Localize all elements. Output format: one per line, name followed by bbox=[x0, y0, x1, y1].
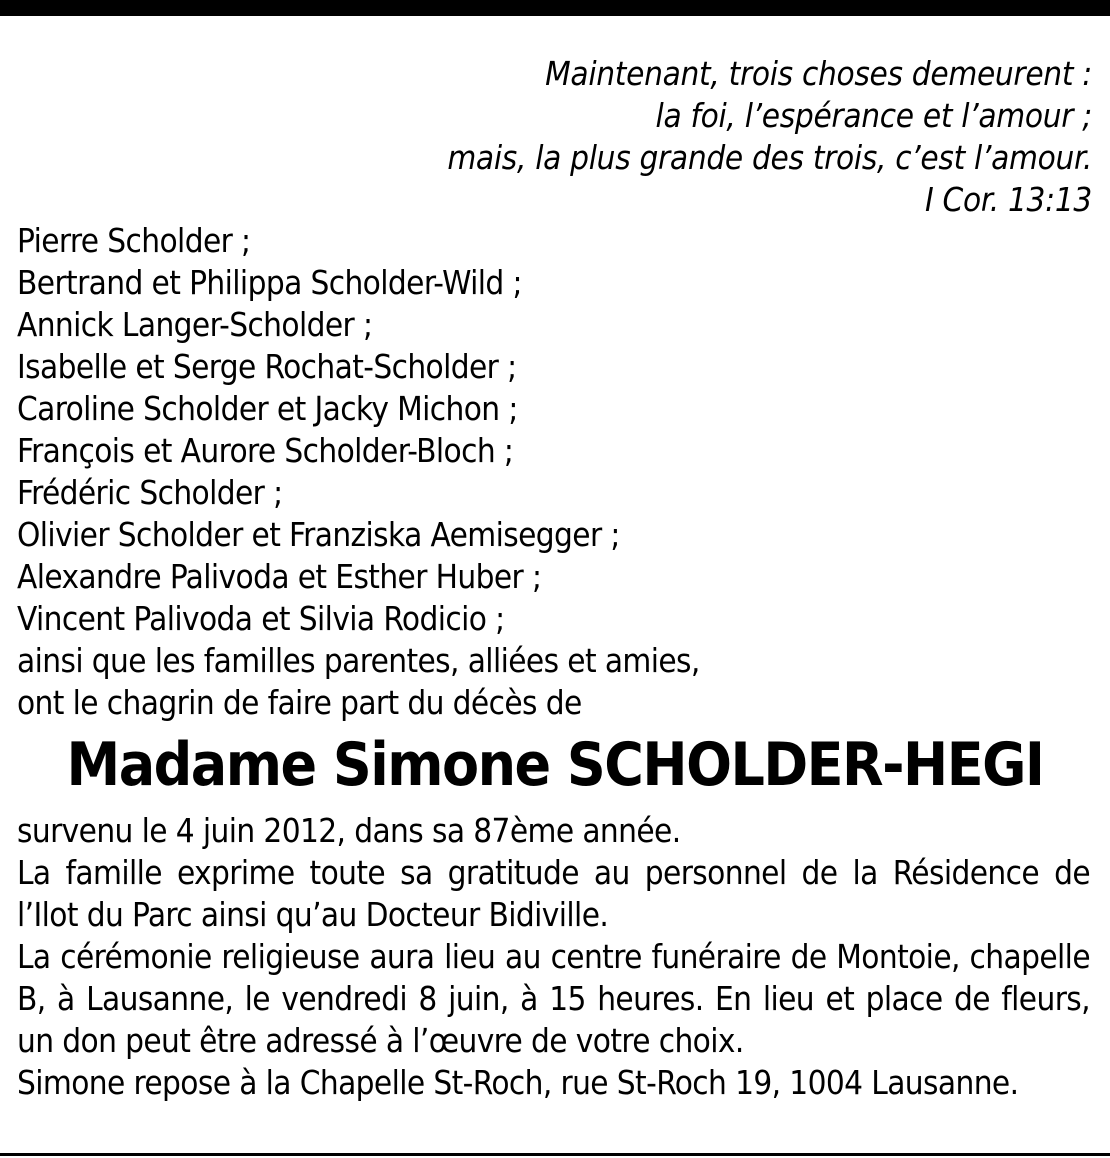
mourner-line: Caroline Scholder et Jacky Michon ; bbox=[17, 389, 518, 428]
epigraph-reference: I Cor. 13:13 bbox=[924, 180, 1092, 219]
top-rule bbox=[0, 0, 1110, 16]
bible-verse-epigraph bbox=[447, 53, 1092, 221]
death-date-line: survenu le 4 juin 2012, dans sa 87ème année. bbox=[17, 811, 681, 850]
mourner-line: Bertrand et Philippa Scholder-Wild ; bbox=[17, 263, 522, 302]
mourners-list bbox=[17, 220, 700, 724]
mourner-line: Olivier Scholder et Franziska Aemisegger ; bbox=[17, 515, 620, 554]
ceremony-paragraph: La cérémonie religieuse aura lieu au centre funéraire de Montoie, chapelle B, à Lausanne, le vendredi 8 juin, à 15 heures. En lieu et place de fleurs, un don peut être adressé à l’œuvre de votre choix. bbox=[17, 937, 1090, 1060]
mourner-line: Pierre Scholder ; bbox=[17, 221, 251, 260]
mourner-line: Frédéric Scholder ; bbox=[17, 473, 283, 512]
epigraph-line: Maintenant, trois choses demeurent : bbox=[545, 54, 1092, 93]
repose-line: Simone repose à la Chapelle St-Roch, rue St-Roch 19, 1004 Lausanne. bbox=[17, 1063, 1019, 1102]
mourner-line: Isabelle et Serge Rochat-Scholder ; bbox=[17, 347, 517, 386]
deceased-name: Madame Simone SCHOLDER-HEGI bbox=[66, 730, 1044, 800]
epigraph-line: la foi, l’espérance et l’amour ; bbox=[655, 96, 1092, 135]
mourner-line: François et Aurore Scholder-Bloch ; bbox=[17, 431, 514, 470]
mourner-line: Vincent Palivoda et Silvia Rodicio ; bbox=[17, 599, 505, 638]
gratitude-paragraph: La famille exprime toute sa gratitude au personnel de la Résidence de l’Ilot du Parc ainsi qu’au Docteur Bidiville. bbox=[17, 853, 1090, 934]
bottom-rule bbox=[0, 1153, 1110, 1156]
mourner-line: Annick Langer-Scholder ; bbox=[17, 305, 373, 344]
mourner-line: Alexandre Palivoda et Esther Huber ; bbox=[17, 557, 542, 596]
epigraph-line: mais, la plus grande des trois, c’est l’amour. bbox=[447, 138, 1092, 177]
announcement-line: ont le chagrin de faire part du décès de bbox=[17, 683, 582, 722]
families-line: ainsi que les familles parentes, alliées et amies, bbox=[17, 641, 700, 680]
notice-body bbox=[17, 810, 1090, 1104]
